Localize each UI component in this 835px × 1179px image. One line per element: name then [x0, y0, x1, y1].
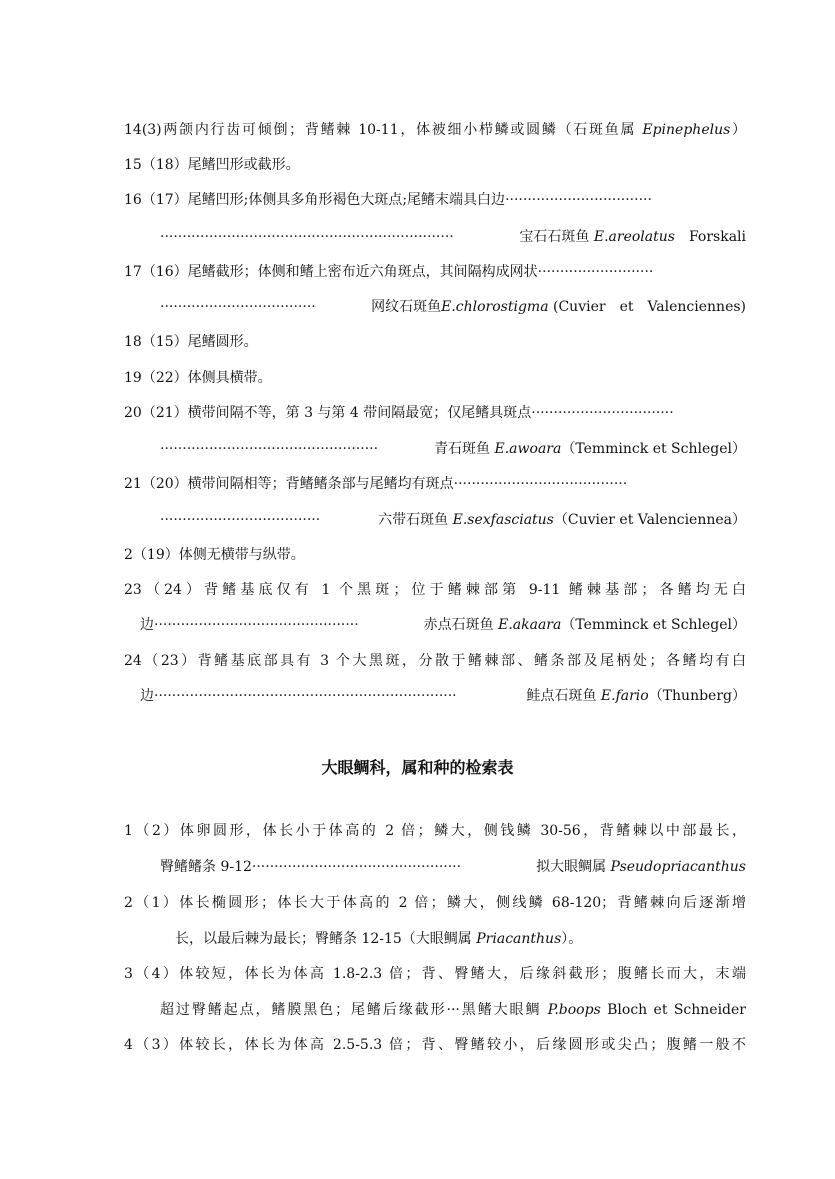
- genus-name: Epinephelus: [642, 122, 731, 138]
- key-line-23: 23（24）背鳍基底仅有 1 个黑斑；位于鳍棘部第 9-11 鳍棘基部；各鳍均无白: [124, 582, 746, 598]
- leader-dots: ·················································: [160, 441, 379, 457]
- species-name: P.boops: [547, 1002, 601, 1018]
- leader-dots: ···································: [160, 299, 316, 315]
- key2-line-4: 4（3）体较长，体长为体高 2.5-5.3 倍；背、臀鳍较小，后缘圆形或尖凸；腹鳍一般不: [124, 1037, 746, 1053]
- key2-line-1: 1（2）体卵圆形，体长小于体高的 2 倍；鳞大，侧钱鳞 30-56，背鳍棘以中部最长，: [124, 823, 746, 839]
- key-line-20: 20（21）横带间隔不等，第 3 与第 4 带间隔最宽；仅尾鳍具斑点 ································: [124, 402, 746, 424]
- key2-line-2: 2（1）体长椭圆形；体长大于体高的 2 倍；鳞大，侧线鳞 68-120；背鳍棘向后逐渐增: [124, 895, 746, 911]
- leader-dots: ····································: [160, 512, 321, 528]
- key-line-19: 19（22）体侧具横带。: [124, 370, 272, 386]
- key-line-15: 15（18）尾鳍凹形或截形。: [124, 157, 300, 173]
- key-line-18: 18（15）尾鳍圆形。: [124, 334, 258, 350]
- leader-dots: ··························: [537, 264, 654, 280]
- leader-dots: ··································································: [160, 229, 454, 245]
- leader-dots: ··············································: [154, 617, 359, 633]
- key-line-21-cont: ···································· 六带石斑鱼 E.sexfasciatus（Cuvier et Valenciennea）: [160, 509, 746, 531]
- key-line-16-cont: ·································································· 宝石石斑鱼 E.areolatus Forskali: [160, 226, 746, 248]
- leader-dots: ·······································: [453, 476, 628, 492]
- leader-dots: ····································································: [154, 688, 457, 704]
- key2-line-1-cont: 臀鳍鳍条 9-12 ··············································· 拟大眼鲷属 Pseudopriacanthus: [160, 856, 746, 878]
- species-name: E.areolatus: [593, 229, 675, 245]
- key-line-24: 24（23）背鳍基底部具有 3 个大黑斑，分散于鳍棘部、鳍条部及尾柄处；各鳍均有白: [124, 653, 746, 669]
- species-name: E.akaara: [498, 617, 562, 633]
- leader-dots: ·································: [505, 192, 652, 208]
- species-name: E.sexfasciatus: [452, 512, 554, 528]
- key-line-14: 14(3)两颌内行齿可倾倒；背鳍棘 10-11，体被细小栉鳞或圆鳞（石斑鱼属 Epinephelus）: [124, 122, 746, 138]
- key2-line-2-cont: 长，以最后棘为最长；臀鳍条 12-15（大眼鲷属 Priacanthus）。: [175, 931, 583, 947]
- species-name: E.awoara: [494, 441, 562, 457]
- leader-dots: ································: [531, 405, 674, 421]
- genus-name: Priacanthus: [476, 931, 562, 947]
- species-name: E.chlorostigma: [441, 299, 549, 315]
- species-name: E.fario: [600, 688, 649, 704]
- key2-line-3: 3（4）体较短，体长为体高 1.8-2.3 倍；背、臀鳍大，后缘斜截形；腹鳍长而大，末端: [124, 966, 746, 982]
- section-heading: 大眼鲷科，属和种的检索表: [321, 758, 514, 777]
- key-line-16: 16（17）尾鳍凹形;体侧具多角形褐色大斑点;尾鳍末端具白边 ·································: [124, 189, 746, 211]
- key-line-17-cont: ··································· 网纹石斑鱼E.chlorostigma (Cuvier et Valenciennes): [160, 296, 746, 318]
- leader-dots: ···············································: [251, 859, 462, 875]
- key-line-21: 21（20）横带间隔相等；背鳍鳍条部与尾鳍均有斑点 ·······································: [124, 473, 746, 495]
- key-line-24-cont: 边 ···································································· 鲑点石斑鱼 E.fario（Thunberg）: [140, 685, 746, 707]
- key-line-23-cont: 边 ·············································· 赤点石斑鱼 E.akaara（Temminck et Schlegel）: [140, 614, 746, 636]
- key-line-2: 2（19）体侧无横带与纵带。: [124, 547, 305, 563]
- key-line-20-cont: ················································· 青石斑鱼 E.awoara（Temminck et Schlegel）: [160, 438, 746, 460]
- key-line-17: 17（16）尾鳍截形；体侧和鳍上密布近六角斑点，其间隔构成网状 ··························: [124, 261, 746, 283]
- key2-line-3-cont: 超过臀鳍起点，鳍膜黑色；尾鳍后缘截形···黑鳍大眼鲷 P.boops Bloch et Schneider: [160, 1002, 746, 1018]
- genus-name: Pseudopriacanthus: [610, 859, 746, 875]
